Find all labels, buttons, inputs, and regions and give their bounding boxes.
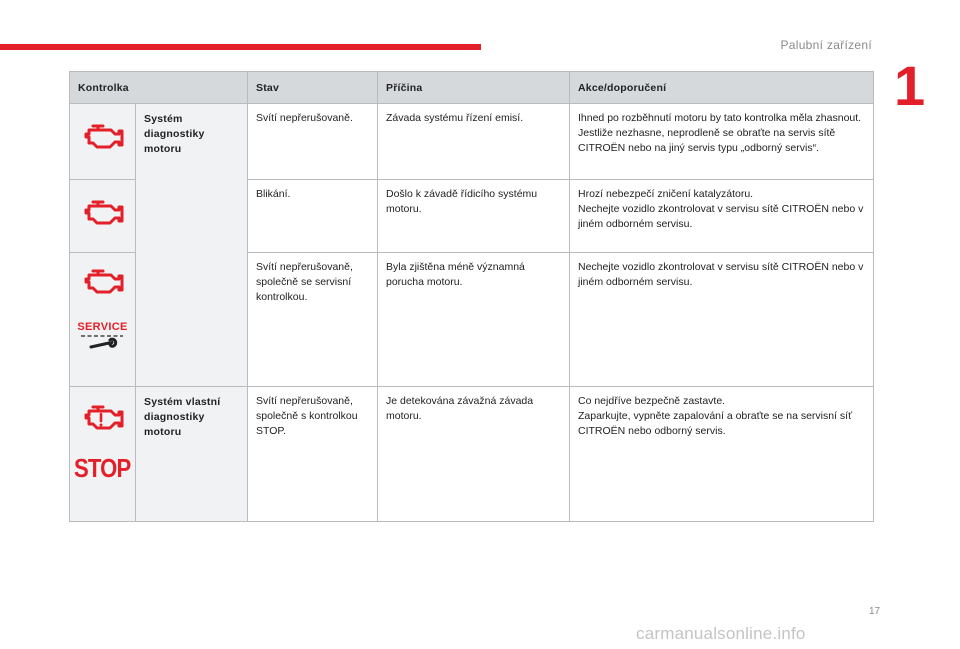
column-header-akce: Akce/doporučení	[570, 72, 874, 104]
icon-cell	[70, 180, 136, 253]
stop-warning-icon: STOP	[74, 453, 131, 483]
action-cell	[570, 104, 874, 180]
engine-fault-icon	[81, 403, 125, 433]
page-number: 17	[869, 606, 881, 617]
table-row	[70, 104, 874, 180]
engine-check-icon	[81, 198, 125, 228]
action-line: Jestliže nezhasne, neprodleně se obraťte na servis sítě CITROËN nebo na jiný servis typu „odborný servis“.	[578, 127, 836, 154]
service-label: SERVICE	[77, 321, 128, 333]
service-warning-icon	[77, 321, 127, 353]
wrench-icon	[79, 333, 125, 353]
table-row	[70, 387, 874, 522]
column-header-pricina: Příčina	[378, 72, 570, 104]
action-line: Hrozí nebezpečí zničení katalyzátoru.	[578, 188, 754, 200]
cause-cell: Byla zjištěna méně významná porucha motoru.	[378, 253, 570, 387]
chapter-number: 1	[894, 54, 926, 117]
cause-cell: Je detekována závažná závada motoru.	[378, 387, 570, 522]
icon-cell	[70, 387, 136, 522]
state-cell: Svítí nepřerušovaně, společně se servisní kontrolkou.	[248, 253, 378, 387]
watermark: carmanualsonline.info	[636, 624, 806, 643]
icon-cell	[70, 104, 136, 180]
state-cell: Blikání.	[248, 180, 378, 253]
cause-cell: Došlo k závadě řídicího systému motoru.	[378, 180, 570, 253]
engine-check-icon	[81, 122, 125, 152]
system-name-diagnostics: Systém diagnostiky motoru	[136, 104, 248, 387]
engine-check-icon	[81, 267, 125, 297]
header-red-rule	[0, 44, 481, 50]
action-cell	[570, 387, 874, 522]
action-line: Zaparkujte, vypněte zapalování a obraťte se na servisní síť CITROËN nebo odborný servis.	[578, 410, 853, 437]
action-line: Nechejte vozidlo zkontrolovat v servisu sítě CITROËN nebo v jiném odborném servisu.	[578, 203, 864, 230]
column-header-kontrolka: Kontrolka	[70, 72, 248, 104]
system-name-self-diagnostics: Systém vlastní diagnostiky motoru	[136, 387, 248, 522]
warning-lights-table	[69, 71, 874, 522]
state-cell: Svítí nepřerušovaně, společně s kontrolkou STOP.	[248, 387, 378, 522]
action-line: Ihned po rozběhnutí motoru by tato kontrolka měla zhasnout.	[578, 112, 862, 124]
icon-cell	[70, 253, 136, 387]
action-cell	[570, 253, 874, 387]
cause-cell: Závada systému řízení emisí.	[378, 104, 570, 180]
action-line: Co nejdříve bezpečně zastavte.	[578, 395, 726, 407]
table-header-row	[70, 72, 874, 104]
column-header-stav: Stav	[248, 72, 378, 104]
action-line: Nechejte vozidlo zkontrolovat v servisu sítě CITROËN nebo v jiném odborném servisu.	[578, 261, 864, 288]
action-cell	[570, 180, 874, 253]
section-title: Palubní zařízení	[780, 38, 872, 52]
state-cell: Svítí nepřerušovaně.	[248, 104, 378, 180]
